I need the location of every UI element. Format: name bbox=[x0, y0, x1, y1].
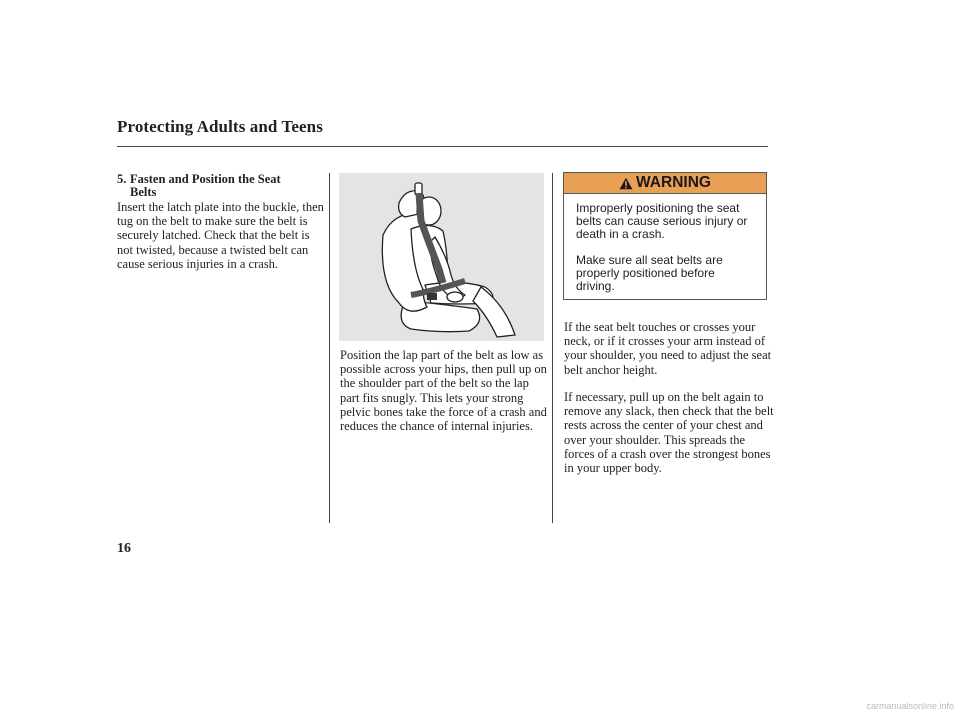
watermark: carmanualsonline.info bbox=[866, 701, 954, 711]
page-title: Protecting Adults and Teens bbox=[117, 117, 323, 136]
col1-paragraph: Insert the latch plate into the buckle, then tug on the belt to make sure the belt is securely latched. Check that the belt is not twisted, because a twisted belt can cause serious injuries in a crash. bbox=[117, 200, 324, 271]
warning-box bbox=[563, 172, 767, 300]
column-divider-2 bbox=[552, 173, 553, 523]
seated-person-seatbelt-icon bbox=[339, 173, 544, 341]
column-divider-1 bbox=[329, 173, 330, 523]
step-number: 5. bbox=[117, 172, 127, 186]
seatbelt-illustration bbox=[339, 173, 544, 341]
step-title-line2: Belts bbox=[130, 185, 157, 199]
col3-paragraph-1: If the seat belt touches or crosses your neck, or if it crosses your arm instead of your shoulder, you need to adjust the seat belt anchor height. bbox=[564, 320, 772, 377]
warning-triangle-icon bbox=[619, 177, 633, 190]
page-number: 16 bbox=[117, 541, 131, 556]
col2-paragraph: Position the lap part of the belt as low as possible across your hips, then pull up on the shoulder part of the belt so the lap part fits snugly. This lets your strong pelvic bones take the force of a crash and reduces the chance of internal injuries. bbox=[340, 348, 547, 434]
warning-text-1: Improperly positioning the seat belts can cause serious injury or death in a crash. bbox=[576, 201, 748, 242]
warning-header bbox=[564, 173, 766, 194]
col3-paragraph-2: If necessary, pull up on the belt again to remove any slack, then check that the belt rests across the center of your chest and over your shoulder. This spreads the forces of a crash over the strongest bones in your upper body. bbox=[564, 390, 774, 476]
step-heading bbox=[117, 173, 322, 199]
title-divider bbox=[117, 146, 768, 147]
step-title-line1: Fasten and Position the Seat bbox=[130, 172, 281, 186]
warning-text-2: Make sure all seat belts are properly positioned before driving. bbox=[576, 252, 723, 294]
warning-label: WARNING bbox=[636, 174, 711, 191]
